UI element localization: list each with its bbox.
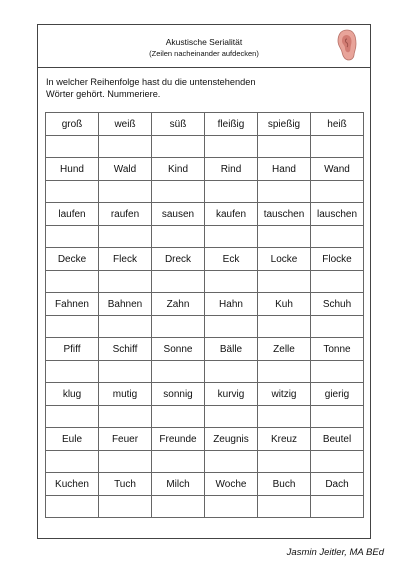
numbering-cell[interactable] (152, 316, 205, 338)
word-cell: gierig (311, 383, 364, 406)
numbering-cell[interactable] (152, 136, 205, 158)
word-cell: Zahn (152, 293, 205, 316)
worksheet (37, 24, 371, 539)
word-cell: heiß (311, 113, 364, 136)
word-cell: sausen (152, 203, 205, 226)
numbering-row (46, 406, 364, 428)
numbering-cell[interactable] (311, 451, 364, 473)
word-cell: lauschen (311, 203, 364, 226)
numbering-cell[interactable] (99, 226, 152, 248)
word-cell: Kind (152, 158, 205, 181)
numbering-cell[interactable] (46, 406, 99, 428)
numbering-row (46, 181, 364, 203)
word-cell: klug (46, 383, 99, 406)
numbering-cell[interactable] (311, 316, 364, 338)
numbering-cell[interactable] (311, 361, 364, 383)
numbering-cell[interactable] (205, 271, 258, 293)
numbering-cell[interactable] (99, 406, 152, 428)
word-cell: Bälle (205, 338, 258, 361)
numbering-cell[interactable] (205, 361, 258, 383)
word-cell: Kreuz (258, 428, 311, 451)
numbering-cell[interactable] (258, 496, 311, 518)
word-cell: Feuer (99, 428, 152, 451)
word-cell: Fahnen (46, 293, 99, 316)
word-row (46, 158, 364, 181)
word-cell: Beutel (311, 428, 364, 451)
numbering-row (46, 451, 364, 473)
word-cell: Schiff (99, 338, 152, 361)
word-row (46, 203, 364, 226)
numbering-cell[interactable] (258, 181, 311, 203)
numbering-cell[interactable] (311, 136, 364, 158)
instructions-line-1: In welcher Reihenfolge hast du die untenstehenden (46, 77, 256, 87)
numbering-cell[interactable] (46, 316, 99, 338)
numbering-cell[interactable] (99, 136, 152, 158)
numbering-cell[interactable] (258, 451, 311, 473)
word-row (46, 473, 364, 496)
numbering-cell[interactable] (258, 271, 311, 293)
word-cell: raufen (99, 203, 152, 226)
instructions-line-2: Wörter gehört. Nummeriere. (46, 89, 161, 99)
numbering-cell[interactable] (152, 496, 205, 518)
numbering-cell[interactable] (258, 361, 311, 383)
worksheet-subtitle: (Zeilen nacheinander aufdecken) (149, 49, 259, 58)
numbering-cell[interactable] (205, 496, 258, 518)
word-cell: Hund (46, 158, 99, 181)
word-cell: groß (46, 113, 99, 136)
numbering-row (46, 226, 364, 248)
numbering-cell[interactable] (99, 316, 152, 338)
numbering-cell[interactable] (205, 451, 258, 473)
numbering-cell[interactable] (152, 271, 205, 293)
numbering-cell[interactable] (258, 226, 311, 248)
word-cell: Kuchen (46, 473, 99, 496)
numbering-cell[interactable] (46, 361, 99, 383)
word-cell: süß (152, 113, 205, 136)
numbering-cell[interactable] (152, 181, 205, 203)
word-cell: kurvig (205, 383, 258, 406)
word-cell: Buch (258, 473, 311, 496)
word-cell: sonnig (152, 383, 205, 406)
word-cell: mutig (99, 383, 152, 406)
word-cell: Schuh (311, 293, 364, 316)
word-cell: Sonne (152, 338, 205, 361)
word-cell: Tonne (311, 338, 364, 361)
word-cell: fleißig (205, 113, 258, 136)
numbering-cell[interactable] (205, 406, 258, 428)
word-cell: kaufen (205, 203, 258, 226)
word-cell: Zeugnis (205, 428, 258, 451)
word-cell: weiß (99, 113, 152, 136)
numbering-cell[interactable] (46, 496, 99, 518)
numbering-row (46, 316, 364, 338)
numbering-cell[interactable] (99, 496, 152, 518)
numbering-cell[interactable] (258, 316, 311, 338)
instructions (46, 76, 346, 100)
word-cell: Zelle (258, 338, 311, 361)
word-cell: witzig (258, 383, 311, 406)
numbering-cell[interactable] (99, 451, 152, 473)
numbering-row (46, 271, 364, 293)
word-row (46, 338, 364, 361)
worksheet-title: Akustische Serialität (165, 37, 243, 47)
word-cell: spießig (258, 113, 311, 136)
word-cell: Hand (258, 158, 311, 181)
word-cell: Hahn (205, 293, 258, 316)
word-cell: Kuh (258, 293, 311, 316)
numbering-cell[interactable] (152, 361, 205, 383)
numbering-cell[interactable] (152, 406, 205, 428)
numbering-cell[interactable] (258, 136, 311, 158)
numbering-row (46, 496, 364, 518)
word-cell: Flocke (311, 248, 364, 271)
numbering-cell[interactable] (46, 226, 99, 248)
word-cell: tauschen (258, 203, 311, 226)
word-row (46, 428, 364, 451)
numbering-cell[interactable] (152, 451, 205, 473)
numbering-cell[interactable] (46, 181, 99, 203)
numbering-cell[interactable] (205, 181, 258, 203)
word-cell: Locke (258, 248, 311, 271)
word-cell: Decke (46, 248, 99, 271)
word-cell: Wand (311, 158, 364, 181)
numbering-cell[interactable] (205, 136, 258, 158)
word-cell: Dreck (152, 248, 205, 271)
word-cell: Tuch (99, 473, 152, 496)
word-grid (45, 112, 364, 518)
word-cell: Woche (205, 473, 258, 496)
word-cell: Wald (99, 158, 152, 181)
word-row (46, 248, 364, 271)
author-credit: Jasmin Jeitler, MA BEd (286, 547, 384, 558)
numbering-cell[interactable] (46, 136, 99, 158)
word-cell: Freunde (152, 428, 205, 451)
ear-icon (336, 28, 358, 62)
word-cell: Bahnen (99, 293, 152, 316)
numbering-cell[interactable] (311, 181, 364, 203)
numbering-cell[interactable] (152, 226, 205, 248)
numbering-cell[interactable] (99, 361, 152, 383)
numbering-cell[interactable] (311, 496, 364, 518)
word-cell: Fleck (99, 248, 152, 271)
numbering-cell[interactable] (311, 406, 364, 428)
word-cell: Eck (205, 248, 258, 271)
worksheet-header (38, 25, 370, 68)
numbering-cell[interactable] (99, 181, 152, 203)
numbering-cell[interactable] (311, 226, 364, 248)
numbering-cell[interactable] (205, 226, 258, 248)
numbering-cell[interactable] (205, 316, 258, 338)
word-cell: Milch (152, 473, 205, 496)
numbering-cell[interactable] (46, 271, 99, 293)
word-row (46, 383, 364, 406)
numbering-cell[interactable] (99, 271, 152, 293)
word-cell: Rind (205, 158, 258, 181)
word-cell: Pfiff (46, 338, 99, 361)
numbering-cell[interactable] (311, 271, 364, 293)
numbering-row (46, 361, 364, 383)
numbering-row (46, 136, 364, 158)
word-cell: laufen (46, 203, 99, 226)
word-cell: Dach (311, 473, 364, 496)
numbering-cell[interactable] (46, 451, 99, 473)
numbering-cell[interactable] (258, 406, 311, 428)
word-row (46, 293, 364, 316)
word-row (46, 113, 364, 136)
word-cell: Eule (46, 428, 99, 451)
